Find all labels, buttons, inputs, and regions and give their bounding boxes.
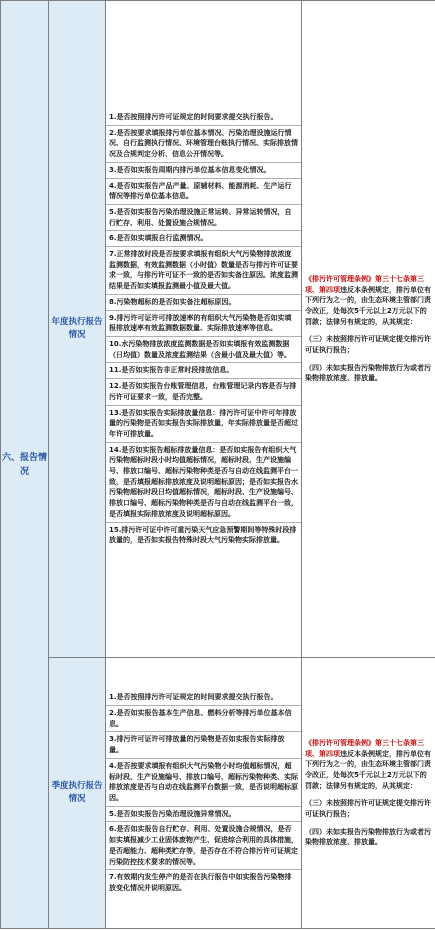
law-clause-3: （三）未按照排污许可证规定提交排污许可证执行报告； — [305, 799, 431, 819]
list-item: 3.是否如实报告周期内排污单位基本信息变化情况。 — [106, 163, 301, 179]
list-item: 5.是否如实报告污染治理设施异常情况。 — [106, 807, 301, 823]
list-item: 9.排污许可证许可排放速率的有组织大气污染物是否如实填报排放速率有效监测数据数量、实际排放速率等信息。 — [106, 311, 301, 337]
list-item: 13.是否如实报告实际排放量信息：排污许可证中许可年排放量的污染物是否如实报告实际排放量，年实际排放量是否超过年许可排放量。 — [106, 406, 301, 443]
list-item: 1.是否按照排污许可证规定的时间要求提交执行报告。 — [106, 110, 301, 126]
law-title: 《排污许可管理条例》第三十七条第三项、第四项 — [305, 274, 424, 294]
items-cell-annual — [106, 1, 302, 658]
law-clause-3: （三）未按照排污许可证规定提交排污许可证执行报告； — [305, 335, 431, 355]
list-item: 12.是否如实报告台账管理信息，台账管理记录内容是否与排污许可证要求一致，是否完整。 — [106, 379, 301, 405]
list-item: 4.是否如实报告产品产量、原辅材料、能源消耗、生产运行情况等排污单位基本信息。 — [106, 179, 301, 205]
list-item: 5.是否如实报告污染治理设施正常运转、异常运转情况，自行贮存、利用、处置设施合规情况。 — [106, 205, 301, 231]
list-item: 7.有效期内发生停产的是否在执行报告中如实报告污染物排放变化情况并说明原因。 — [109, 873, 292, 892]
section-cell — [1, 1, 49, 929]
list-item: 11.是否如实报告非正常时段排放信息。 — [106, 363, 301, 379]
row-name-cell — [49, 1, 106, 658]
list-item: 1.是否按照排污许可证规定的时间要求提交执行报告。 — [106, 690, 301, 706]
row-name-annual: 年度执行报告情况 — [51, 317, 103, 340]
list-item: 6.是否如实报告自行贮存、利用、处置设施合规情况，是否如实填报减少工业固体废物产生、促进综合利用的具体措施，是否超能力、超种类贮存等，是否存在不符合排污许可证规定污染防控技术要求的情况等。 — [106, 822, 301, 870]
law-body: 违反本条例规定，排污单位有下列行为之一的，由生态环境主管部门责令改正，处每次5千元以上2万元以下的罚款；法律另有规定的，从其规定： — [305, 285, 431, 326]
list-item: 2.是否如实报告基本生产信息、燃料分析等排污单位基本信息。 — [106, 706, 301, 732]
list-item: 7.正常排放时段是否按要求填报有组织大气污染物排放浓度监测数据，有效监测数据（小时值）数量是否与排污许可证要求一致，与排污许可证不一致的是否如实备注原因。浓度监测结果是否如实填报监测最小值及最大值。 — [106, 247, 301, 295]
list-item: 10.水污染物排放浓度监测数据是否如实填报有效监测数据（日均值）数量及浓度监测结果（含最小值及最大值）等。 — [106, 337, 301, 363]
law-cell-quarterly — [302, 658, 435, 929]
table-row-quarterly — [1, 658, 435, 929]
list-item: 3.排污许可证许可排放量的污染物是否如实报告实际排放量。 — [106, 732, 301, 758]
law-clause-4: （四）未如实报告污染物排放行为或者污染物排放浓度、排放量。 — [305, 827, 431, 847]
law-clause-4: （四）未如实报告污染物排放行为或者污染物排放浓度、排放量。 — [305, 363, 431, 383]
law-cell-annual — [302, 1, 435, 658]
list-item: 2.是否按要求填报排污单位基本情况、污染治理设施运行情况、自行监测执行情况、环境管理台账执行情况、实际排放情况及合规判定分析、信息公开情况等。 — [106, 126, 301, 163]
law-text-annual — [302, 272, 435, 386]
list-item: 4.是否按要求填报有组织大气污染物小时均值超标情况，超标时段、生产设施编号、排放口编号、超标污染物种类、实际排放浓度是否与自动在线监测平台数据一致，是否说明超标原因。 — [106, 759, 301, 807]
law-title: 《排污许可管理条例》第三十七条第三项、第四项 — [305, 738, 424, 758]
list-item: 15.排污许可证中许可重污染天气应急预警期间等特殊时段排放量的，是否如实报告特殊时段大气污染物实际排放量。 — [109, 525, 297, 545]
table-body — [1, 1, 435, 929]
law-text-quarterly — [302, 736, 435, 850]
list-item: 14.是否如实报告超标排放量信息：是否如实报告有组织大气污染物超标时段小时均值超标情况，超标时段、生产设施编号、排放口编号、超标污染物种类是否与自动在线监测平台一致，是否填报超标排放浓度及说明超标原因；是否如实报告水污染物超标时段日均值超标情况，超标时段、生产设施编号、排放口编号、超标污染物种类是否与自动在线监测平台一致，是否填报实际排放浓度及说明超标原因。 — [106, 443, 301, 523]
table-row-annual — [1, 1, 435, 658]
law-body: 违反本条例规定，排污单位有下列行为之一的，由生态环境主管部门责令改正，处每次5千元以上2万元以下的罚款；法律另有规定的，从其规定： — [305, 749, 431, 790]
row-name-quarterly: 季度执行报告情况 — [51, 781, 103, 804]
items-cell-quarterly — [106, 658, 302, 929]
section-label: 六、报告情况 — [1, 452, 47, 477]
row-name-cell — [49, 658, 106, 929]
list-item: 6.是否如实填报自行监测情况。 — [106, 231, 301, 247]
list-item: 8.污染物超标的是否如实备注超标原因。 — [106, 295, 301, 311]
